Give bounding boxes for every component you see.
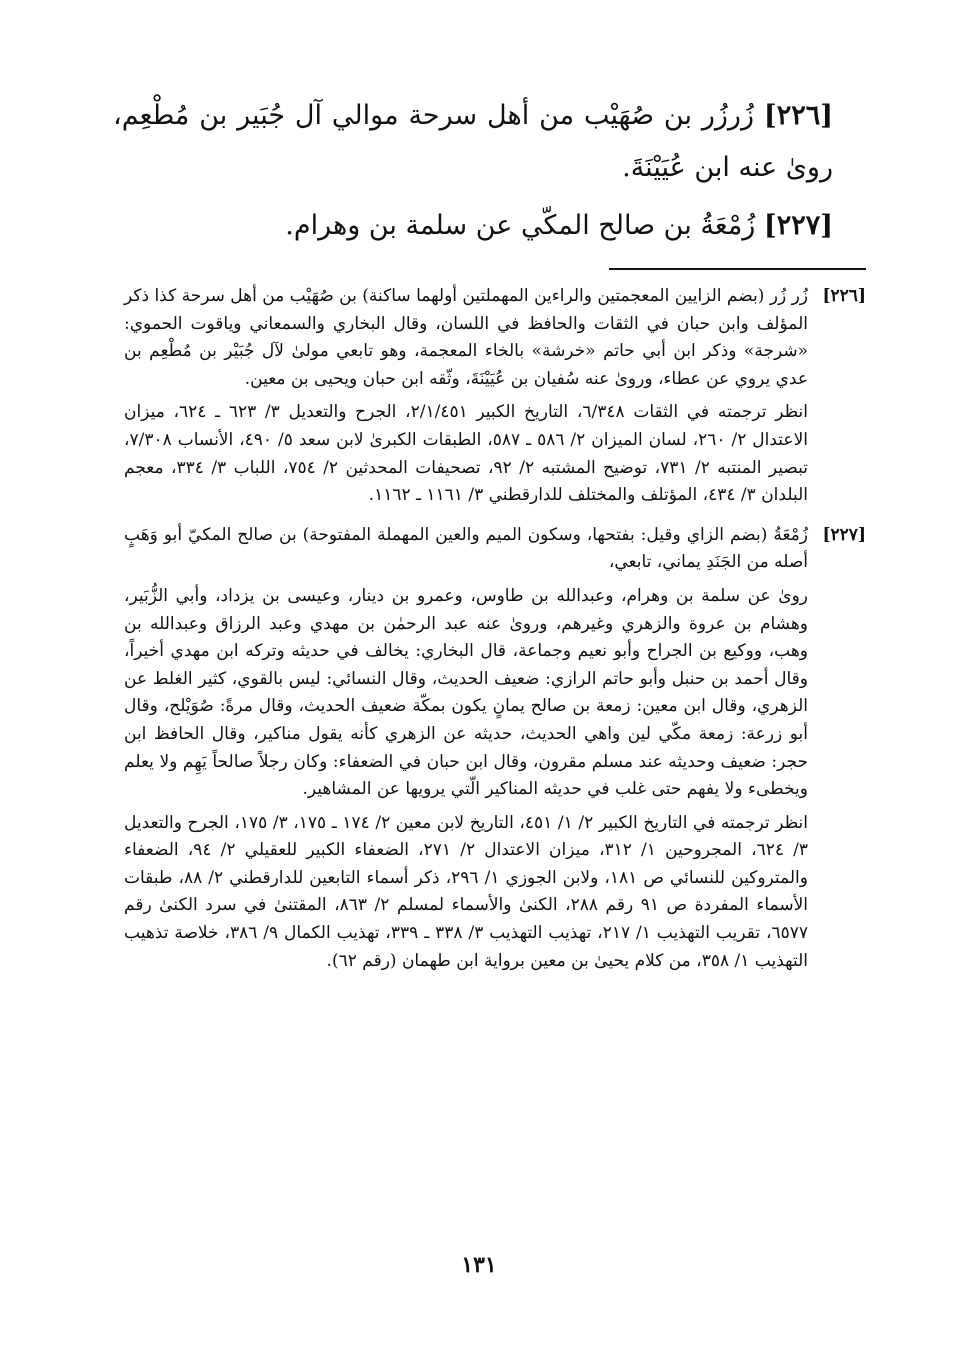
footnote-number: [٢٢٧] xyxy=(822,524,866,545)
page-number: ١٣١ xyxy=(461,1252,497,1278)
footnote-227 xyxy=(124,522,866,982)
footnote-divider xyxy=(609,268,866,270)
main-entry-226 xyxy=(113,90,833,194)
footnote-paragraph: روىٰ عن سلمة بن وهرام، وعبدالله بن طاوس، وعمرو بن دينار، وعيسى بن يزداد، وأبي الزُّبَير، وهشام بن عروة والزهري وغيرهم، وروىٰ عنه عبد الرحمٰن بن مهدي وعبد الرزاق وعبدالله بن وهب، ووكيع بن الجراح وأبو نعيم وجماعة، قال البخاري: يخالف في حديثه وتركه ابن مهدي أخيراً، وقال أحمد بن حنبل وأبو حاتم الرازي: ضعيف الحديث، وقال النسائي: ليس بالقوي، كثير الغلط عن الزهري، وقال ابن معين: زمعة بن صالح يمانٍ يكون بمكّة ضعيف الحديث، وقال مرةً: صُوَيْلح، وقال أبو زرعة: زمعة مكّي لين واهي الحديث، حديثه عن الزهري كأنه يقول مناكير، وقال الحافظ ابن حجر: ضعيف وحديثه عند مسلم مقرون، وقال ابن حبان في الضعفاء: وكان رجلاً صالحاً يَهِم ولا يعلم ويخطىء ولا يفهم حتى غلب في حديثه المناكير الّتي يرويها عن المشاهير. xyxy=(124,585,808,800)
footnote-paragraph: زُمْعَةُ (بضم الزاي وقيل: بفتحها، وسكون الميم والعين المهملة المفتوحة) بن صالح المكيّ أبو وَهَبٍ أصله من الجَنَدِ يماني، تابعي، xyxy=(124,524,808,573)
footnote-number: [٢٢٦] xyxy=(822,286,866,306)
main-text xyxy=(113,90,833,258)
footnote-references: انظر ترجمته في التاريخ الكبير ٢/ ١/ ٤٥١، التاريخ لابن معين ٢/ ١٧٤ ـ ١٧٥، ٣/ ١٧٥، الجرح والتعديل ٣/ ٦٢٤، المجروحين ١/ ٣١٢، ميزان الاعتدال ٢/ ٢٧١، الضعفاء الكبير للعقيلي ٢/ ٩٤، الضعفاء والمتروكين للنسائي ص ١٨١، ولابن الجوزي ١/ ٢٩٦، ذكر أسماء التابعين للدارقطني ٢/ ٨٨، طبقات الأسماء المفردة ص ٩١ رقم ٢٨٨، الكنىٰ والأسماء لمسلم ٢/ ٨٦٣، المقتنىٰ في سرد الكنىٰ رقم ٦٥٧٧، تقريب التهذيب ١/ ٢١٧، تهذيب التهذيب ٣/ ٣٣٨ ـ ٣٣٩، تهذيب الكمال ٩/ ٣٨٦، خلاصة تذهيب التهذيب ١/ ٣٥٨، من كلام يحيىٰ بن معين برواية ابن طهمان (رقم ٦٢). xyxy=(124,812,809,971)
entry-text: زُمْعَةُ بن صالح المكّي عن سلمة بن وهرام. xyxy=(285,210,756,241)
footnote-body xyxy=(124,283,808,516)
entry-number: [٢٢٦] xyxy=(763,100,833,131)
footnote-paragraph: زُر زُر (بضم الزايين المعجمتين والراءين المهملتين أولهما ساكنة) بن صُهَيْب من أهل سرحة كذا ذكر المؤلف وابن حبان في الثقات والحافظ في اللسان، وقال البخاري والسمعاني وياقوت الحموي: «شرجة» وذكر ابن أبي حاتم «خرشة» بالخاء المعجمة، وهو تابعي مولىٰ لآل جُبَيْر بن مُطْعِم بن عدي يروي عن عطاء، وروىٰ عنه سُفيان بن عُيَيْنَةَ، وثّقه ابن حبان ويحيى بن معين. xyxy=(124,286,808,389)
entry-number: [٢٢٧] xyxy=(763,210,833,241)
main-entry-227 xyxy=(113,200,833,252)
footnote-226 xyxy=(124,283,866,516)
footnote-references: انظر ترجمته في الثقات ٦/٣٤٨، التاريخ الكبير ٢/١/٤٥١، الجرح والتعديل ٣/ ٦٢٣ ـ ٦٢٤، ميزان الاعتدال ٢/ ٢٦٠، لسان الميزان ٢/ ٥٨٦ ـ ٥٨٧، الطبقات الكبرىٰ لابن سعد ٥/ ٤٩٠، الأنساب ٧/٣٠٨، تبصير المنتبه ٢/ ٧٣١، توضيح المشتبه ٢/ ٩٢، تصحيفات المحدثين ٢/ ٧٥٤، اللباب ٣/ ٣٣٤، معجم البلدان ٣/ ٤٣٤، المؤتلف والمختلف للدارقطني ٣/ ١١٦١ ـ ١١٦٢. xyxy=(124,402,809,506)
entry-text: زُرزُر بن صُهَيْب من أهل سرحة موالي آل جُبَير بن مُطْعِم، روىٰ عنه ابن عُيَيْنَةَ. xyxy=(113,100,833,183)
footnotes xyxy=(124,283,866,987)
footnote-body xyxy=(124,522,808,982)
